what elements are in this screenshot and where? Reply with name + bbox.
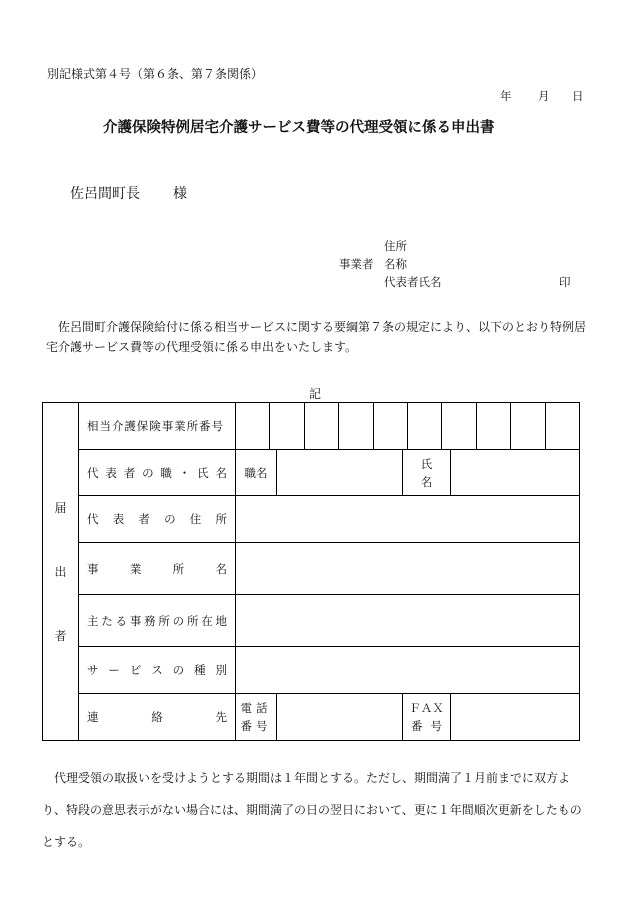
office-name-label: 事業所名 [79, 543, 236, 595]
table-row [43, 543, 580, 595]
digit-box[interactable] [270, 403, 304, 449]
table-row [43, 595, 580, 647]
digit-box[interactable] [236, 403, 270, 449]
digit-box[interactable] [408, 403, 442, 449]
fax-label-line2: 番号 [411, 719, 450, 733]
side-header-char: 出 [54, 564, 67, 579]
main-office-location-label: 主たる事務所の所在地 [79, 595, 236, 647]
addressee-honorific: 様 [173, 186, 187, 202]
rep-address-label: 代表者の住所 [79, 496, 236, 543]
applicant-name-label: 名称 [384, 257, 407, 271]
addressee-name: 佐呂間町長 [70, 186, 140, 202]
digit-box[interactable] [546, 403, 579, 449]
table-row [43, 647, 580, 694]
side-header-char: 者 [54, 628, 67, 643]
job-title-field[interactable] [277, 450, 403, 496]
digit-box[interactable] [511, 403, 545, 449]
ki-heading: 記 [309, 387, 322, 401]
office-number-boxes[interactable] [236, 403, 580, 450]
fax-label [403, 694, 451, 741]
phone-field[interactable] [277, 694, 403, 741]
job-title-label: 職名 [236, 450, 277, 496]
footer-paragraph: 代理受領の取扱いを受けようとする期間は１年間とする。ただし、期間満了１月前までに双方より、特段の意思表示がない場合には、期間満了の日の翌日において、更に１年間順次更新をしたものとする。 [42, 771, 582, 849]
digit-box[interactable] [374, 403, 408, 449]
table-row [43, 450, 580, 496]
digit-box[interactable] [339, 403, 373, 449]
service-type-label: サービスの種別 [79, 647, 236, 694]
phone-label [236, 694, 277, 741]
rep-name-field[interactable] [451, 450, 580, 496]
service-type-field[interactable] [236, 647, 580, 694]
applicant-address-label: 住所 [384, 239, 407, 253]
side-header-char: 届 [54, 500, 67, 515]
form-number: 別記様式第４号（第６条、第７条関係） [47, 67, 264, 81]
digit-box[interactable] [442, 403, 476, 449]
digit-box[interactable] [477, 403, 511, 449]
main-office-location-field[interactable] [236, 595, 580, 647]
contact-label: 連絡先 [79, 694, 236, 741]
applicant-label: 事業者 [339, 257, 374, 271]
fax-field[interactable] [451, 694, 580, 741]
seal-mark: 印 [559, 275, 571, 289]
phone-label-line2: 番号 [240, 719, 272, 733]
rep-title-name-label: 代表者の職・氏名 [79, 450, 236, 496]
date-year-label: 年 [500, 89, 512, 103]
addressee [70, 183, 187, 203]
table-row [43, 496, 580, 543]
office-name-field[interactable] [236, 543, 580, 595]
office-number-label: 相当介護保険事業所番号 [79, 403, 236, 450]
body-paragraph: 佐呂間町介護保険給付に係る相当サービスに関する要綱第７条の規定により、以下のとおり特例居宅介護サービス費等の代理受領に係る申出をいたします。 [46, 320, 587, 354]
side-header [43, 403, 79, 741]
date-month-label: 月 [538, 89, 550, 103]
rep-address-field[interactable] [236, 496, 580, 543]
applicant-representative-label: 代表者氏名 [384, 275, 442, 289]
table-row [43, 694, 580, 741]
date-day-label: 日 [572, 89, 584, 103]
table-row [43, 403, 580, 450]
fax-label-line1: ＦＡＸ [409, 701, 444, 715]
application-table [42, 402, 580, 741]
digit-box[interactable] [305, 403, 339, 449]
document-title: 介護保険特例居宅介護サービス費等の代理受領に係る申出書 [103, 119, 495, 136]
phone-label-line1: 電話 [240, 701, 272, 715]
name-label: 氏名 [403, 450, 451, 496]
